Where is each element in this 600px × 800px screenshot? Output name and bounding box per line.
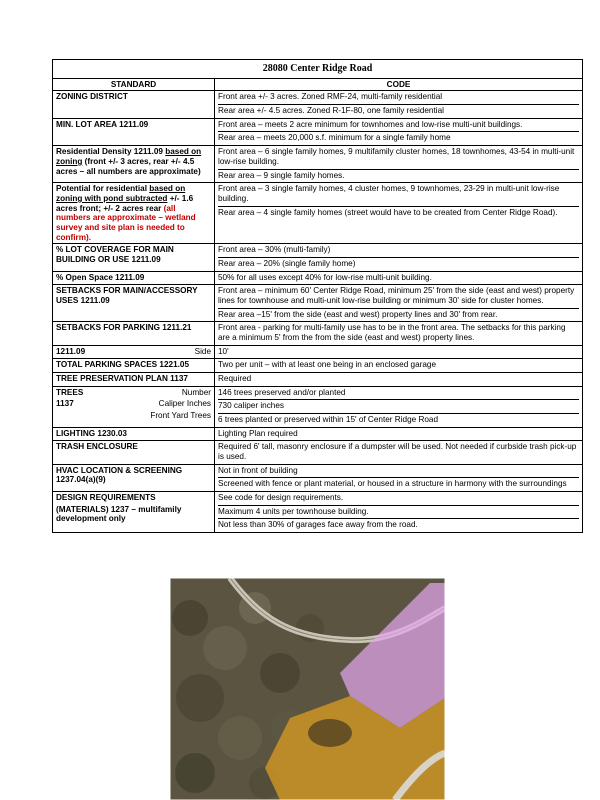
code-cell: [215, 91, 583, 118]
code-text: Rear area – meets 20,000 s.f. minimum for a single family home: [218, 131, 579, 145]
table-row: [53, 244, 583, 271]
code-text: Not less than 30% of garages face away from the road.: [218, 518, 579, 532]
potential-acres: +/- 1.6 acres front; +/- 2 acres rear: [56, 193, 194, 213]
code-text: Required 6' tall, masonry enclosure if a dumpster will be used. Not needed if curbside trash pick-up is used.: [218, 442, 577, 461]
standard-setbacks: SETBACKS FOR MAIN/ACCESSORY USES 1211.09: [53, 285, 215, 322]
code-cell: [215, 359, 583, 373]
trees-caliper-label: Caliper Inches: [158, 399, 211, 409]
code-text: Front area - parking for multi-family use has to be in the front area. The setbacks for this parking are a minimum 5' from the from the side (east and west) property lines.: [218, 323, 566, 342]
code-text: Rear area – 9 single family homes.: [218, 169, 579, 183]
table-row: [53, 441, 583, 464]
code-cell: [215, 118, 583, 145]
table-row: [53, 183, 583, 244]
code-cell: [215, 271, 583, 285]
code-text: Front area – 30% (multi-family): [218, 245, 331, 255]
standard-parking-setbacks: SETBACKS FOR PARKING 1211.21: [53, 322, 215, 345]
code-text: 50% for all uses except 40% for low-rise multi-unit building.: [218, 272, 432, 282]
trees-number-label: Number: [181, 387, 211, 397]
standard-trees: [53, 386, 215, 427]
code-text: See code for design requirements.: [218, 492, 344, 502]
density-label: Residential Density 1211.09: [56, 147, 166, 157]
trees-label: TREES: [56, 387, 84, 397]
potential-warning: (all numbers are approximate – wetland survey and site plan is needed to confirm).: [56, 203, 196, 242]
table-row: [53, 285, 583, 322]
code-text: Rear area – 20% (single family home): [218, 257, 579, 271]
code-text: 6 trees planted or preserved within 15' of Center Ridge Road: [218, 413, 579, 427]
code-text: Maximum 4 units per townhouse building.: [218, 505, 579, 519]
code-cell: [215, 345, 583, 359]
code-text: 146 trees preserved and/or planted: [218, 387, 346, 397]
code-cell: [215, 441, 583, 464]
table-row: [53, 322, 583, 345]
table-row: [53, 91, 583, 118]
standard-hvac: HVAC LOCATION & SCREENING 1237.04(a)(9): [53, 464, 215, 491]
code-text: Screened with fence or plant material, or housed in a structure in harmony with the surroundings: [218, 477, 579, 491]
design-label: DESIGN REQUIREMENTS: [56, 492, 156, 502]
table-row: [53, 372, 583, 386]
standard-trash-enclosure: TRASH ENCLOSURE: [53, 441, 215, 464]
code-text: Two per unit – with at least one being in an enclosed garage: [218, 360, 437, 370]
standard-total-parking: TOTAL PARKING SPACES 1221.05: [53, 359, 215, 373]
code-text: Required: [218, 373, 252, 383]
column-header-standard: STANDARD: [53, 78, 215, 91]
parking-code-number: 1211.09: [56, 346, 86, 356]
code-text: Lighting Plan required: [218, 428, 298, 438]
document-title: 28080 Center Ridge Road: [53, 60, 583, 79]
code-cell: [215, 244, 583, 271]
design-materials: (MATERIALS) 1237 – multifamily development only: [56, 504, 182, 524]
table-row: [53, 386, 583, 427]
table-row: [53, 118, 583, 145]
standard-residential-density: [53, 146, 215, 183]
code-text: 730 caliper inches: [218, 399, 579, 413]
code-cell: [215, 427, 583, 441]
column-header-code: CODE: [215, 78, 583, 91]
table-row: [53, 427, 583, 441]
code-cell: [215, 146, 583, 183]
table-row: [53, 491, 583, 532]
trees-front-label: Front Yard Trees: [150, 410, 211, 420]
code-text: Rear area – 4 single family homes (street would have to be created from Center Ridge Road).: [218, 206, 579, 220]
zoning-standards-table: [52, 59, 583, 533]
code-cell: [215, 322, 583, 345]
code-text: Front area – meets 2 acre minimum for townhomes and low-rise multi-unit buildings.: [218, 119, 523, 129]
standard-min-lot-area: MIN. LOT AREA 1211.09: [53, 118, 215, 145]
code-text: 10': [218, 346, 229, 356]
code-text: Front area – 6 single family homes, 9 multifamily cluster homes, 18 townhomes, 43-54 in multi-unit low-rise building.: [218, 147, 575, 166]
code-cell: [215, 285, 583, 322]
table-row: [53, 464, 583, 491]
code-cell: [215, 464, 583, 491]
aerial-site-photo: [170, 578, 445, 800]
code-text: Rear area +/- 4.5 acres. Zoned R-1F-80, one family residential: [218, 104, 579, 118]
density-note: (front +/- 3 acres, rear +/- 4.5 acres – all numbers are approximate): [56, 156, 201, 176]
code-cell: [215, 386, 583, 427]
standard-zoning-district: ZONING DISTRICT: [53, 91, 215, 118]
standard-tree-preservation: TREE PRESERVATION PLAN 1137: [53, 372, 215, 386]
standard-open-space: % Open Space 1211.09: [53, 271, 215, 285]
standard-parking-side: [53, 345, 215, 359]
code-text: Front area – minimum 60' Center Ridge Road, minimum 25' from the side (east and west) property lines for townhouse and multi-unit low-rise building or minimum 30' side for cluster homes.: [218, 286, 575, 305]
table-row: [53, 345, 583, 359]
density-underlined: based on zoning: [56, 147, 202, 166]
standard-lot-coverage: % LOT COVERAGE FOR MAIN BUILDING OR USE 1211.09: [53, 244, 215, 271]
table-row: [53, 271, 583, 285]
standard-design-requirements: [53, 491, 215, 532]
potential-underlined: based on zoning with pond subtracted: [56, 184, 186, 203]
code-cell: [215, 183, 583, 244]
standard-lighting: LIGHTING 1230.03: [53, 427, 215, 441]
trees-code: 1137: [56, 399, 74, 409]
table-row: [53, 146, 583, 183]
aerial-map-graphic: [170, 578, 445, 800]
table-row: [53, 359, 583, 373]
code-text: Front area – 3 single family homes, 4 cluster homes, 9 townhomes, 23-29 in multi-unit low-rise building.: [218, 184, 560, 203]
code-cell: [215, 491, 583, 532]
code-text: Not in front of building: [218, 465, 298, 475]
potential-label: Potential for residential: [56, 184, 150, 194]
code-text: Rear area –15' from the side (east and west) property lines and 30' from rear.: [218, 308, 579, 322]
standard-potential-residential: [53, 183, 215, 244]
code-text: Front area +/- 3 acres. Zoned RMF-24, multi-family residential: [218, 92, 443, 102]
code-cell: [215, 372, 583, 386]
parking-side-label: Side: [194, 346, 211, 356]
